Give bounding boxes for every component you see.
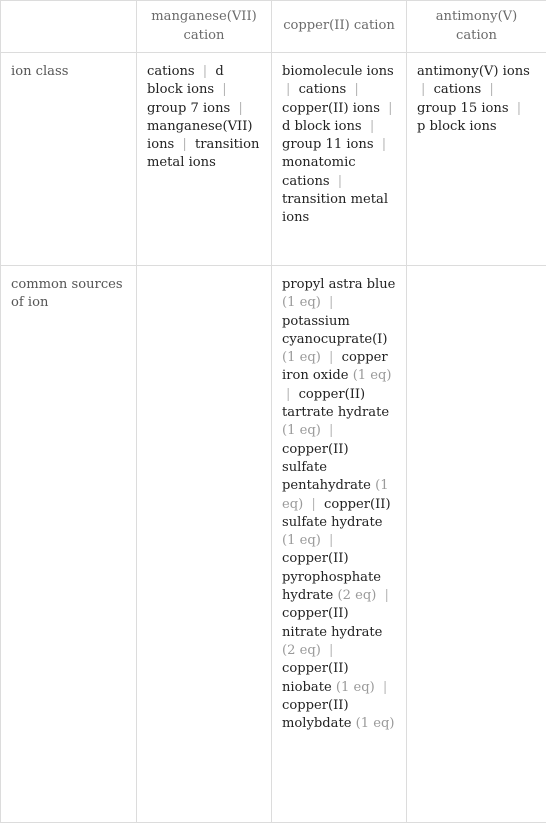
list-separator: | [382, 679, 388, 695]
equivalents-note: (1 eq) [282, 423, 321, 439]
ion-class-manganese-cell [137, 53, 272, 266]
list-item: transition metal ions [282, 192, 389, 226]
list-item: monatomic cations [282, 155, 356, 189]
list-item: group 11 ions [282, 137, 374, 153]
row-label-ion-class: ion class [1, 53, 137, 266]
list-separator: | [381, 137, 387, 153]
list-separator: | [202, 64, 208, 79]
list-separator: | [286, 386, 291, 402]
source-compound-name: copper iron oxide [282, 350, 388, 384]
list-item: biomolecule ions [282, 64, 394, 79]
row-label-common-sources: common sources of ion [1, 266, 137, 823]
equivalents-note: (1 eq) [282, 478, 389, 512]
list-item: p block ions [417, 118, 497, 134]
list-item: manganese(VII) ions [147, 118, 253, 153]
ion-class-copper-cell [272, 53, 407, 266]
source-compound-name: potassium cyanocuprate(I) [282, 313, 388, 347]
list-item: copper(II) ions [282, 100, 380, 116]
equivalents-note: (1 eq) [282, 295, 321, 311]
list-separator: | [222, 82, 227, 98]
list-item: antimony(V) ions [417, 64, 530, 79]
list-separator: | [384, 588, 389, 604]
header-manganese-vii-cation: manganese(VII) cation [137, 1, 272, 53]
list-separator: | [337, 173, 343, 189]
equivalents-note: (1 eq) [355, 716, 395, 732]
list-item: d block ions [282, 118, 362, 134]
list-separator: | [388, 100, 393, 116]
table-row [1, 266, 546, 823]
list-item: group 7 ions [147, 100, 231, 116]
ion-class-antimony-cell [407, 53, 546, 266]
list-item: cations [147, 64, 195, 79]
list-item: cations [433, 82, 482, 98]
list-separator: | [354, 82, 359, 98]
header-row [1, 1, 546, 53]
equivalents-note: (1 eq) [352, 368, 392, 384]
list-separator: | [489, 82, 494, 98]
equivalents-note: (2 eq) [337, 588, 377, 604]
list-item: cations [298, 82, 347, 98]
source-compound-name: copper(II) pyrophosphate hydrate [282, 551, 381, 604]
equivalents-note: (1 eq) [282, 350, 321, 366]
source-compound-name: copper(II) sulfate hydrate [282, 496, 391, 530]
list-separator: | [369, 118, 375, 134]
list-separator: | [329, 295, 334, 311]
sources-copper-cell [272, 266, 407, 823]
equivalents-note: (2 eq) [282, 642, 321, 658]
list-separator: | [311, 496, 316, 512]
list-separator: | [329, 350, 334, 366]
list-item: d block ions [147, 64, 224, 98]
list-item: group 15 ions [417, 100, 509, 116]
list-separator: | [421, 82, 426, 98]
list-separator: | [286, 82, 291, 98]
list-separator: | [329, 642, 334, 658]
list-separator: | [238, 100, 243, 116]
sources-manganese-cell [137, 266, 272, 823]
source-compound-name: propyl astra blue [282, 277, 396, 292]
source-compound-name: copper(II) niobate [282, 661, 349, 695]
list-separator: | [182, 137, 187, 153]
source-compound-name: copper(II) nitrate hydrate [282, 606, 383, 640]
sources-antimony-cell [407, 266, 546, 823]
table-row [1, 53, 546, 266]
header-antimony-v-cation: antimony(V) cation [407, 1, 546, 53]
list-separator: | [329, 423, 334, 439]
header-copper-ii-cation: copper(II) cation [272, 1, 407, 53]
list-separator: | [516, 100, 522, 116]
equivalents-note: (1 eq) [335, 679, 375, 695]
corner-cell [1, 1, 137, 53]
source-compound-name: copper(II) tartrate hydrate [282, 386, 390, 421]
equivalents-note: (1 eq) [282, 533, 321, 549]
source-compound-name: copper(II) sulfate pentahydrate [282, 441, 371, 494]
list-item: transition metal ions [147, 137, 260, 171]
source-compound-name: copper(II) molybdate [282, 697, 352, 732]
list-separator: | [329, 533, 334, 549]
